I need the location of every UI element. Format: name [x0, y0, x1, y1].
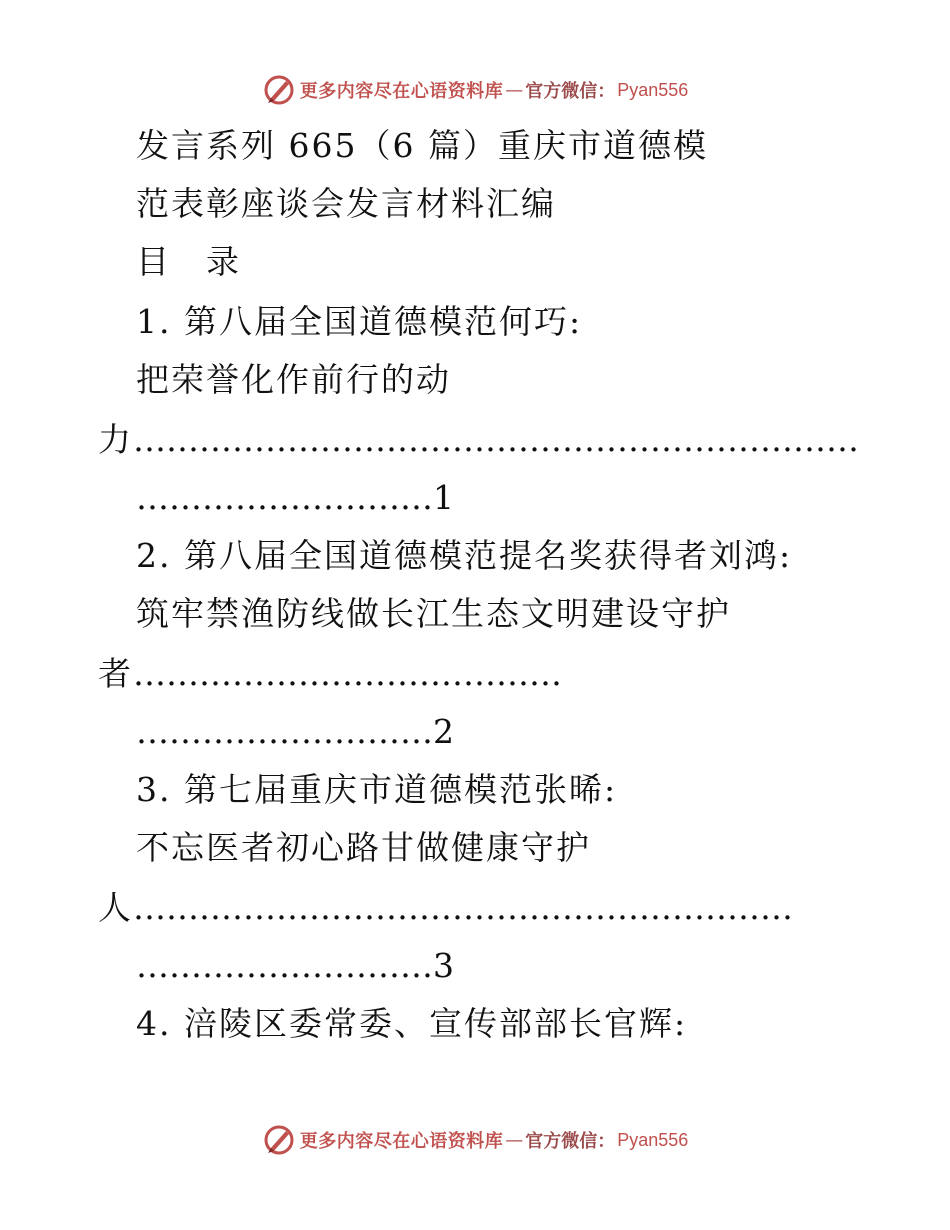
toc-entry-heading: 4. 涪陵区委常委、宣传部部长官辉:: [136, 1004, 688, 1043]
toc-entry-dots: ………………………: [136, 946, 433, 985]
toc-entry-lead-char: 者: [98, 654, 133, 693]
toc-entry-page-line: [136, 712, 456, 752]
pen-logo-icon: [262, 1123, 296, 1157]
toc-entry-dots: ………………………: [136, 478, 433, 517]
toc-entry-page-line: [136, 478, 456, 518]
toc-entry-page-line: [136, 946, 456, 986]
watermark-text: 更多内容尽在心语资料库: [299, 81, 504, 102]
toc-entry-heading: 2. 第八届全国道德模范提名奖获得者刘鸿:: [136, 536, 793, 575]
toc-entry-leader: [98, 420, 859, 460]
toc-entry-dots: ……………………………………………………: [133, 888, 793, 927]
toc-entry-heading: 3. 第七届重庆市道德模范张晞:: [136, 770, 618, 809]
toc-entry-lead-char: 人: [98, 888, 133, 927]
watermark-separator: —: [505, 79, 524, 101]
watermark-wechat-id: Pyan556: [617, 1129, 689, 1150]
watermark-banner-top: [0, 70, 950, 110]
toc-entry-heading: 1. 第八届全国道德模范何巧:: [136, 302, 583, 341]
toc-entry-lead-char: 力: [98, 420, 133, 459]
watermark-wechat-label: 官方微信：: [525, 1131, 616, 1152]
document-title-line-1: 发言系列 665（6 篇）重庆市道德模: [136, 126, 708, 165]
toc-entry-title: 不忘医者初心路甘做健康守护: [136, 828, 591, 867]
toc-entry-dots: …………………………………: [133, 654, 562, 693]
toc-entry-leader: [98, 888, 793, 928]
watermark-wechat-id: Pyan556: [617, 79, 689, 100]
toc-heading: 目 录: [136, 242, 241, 281]
toc-entry-title: 筑牢禁渔防线做长江生态文明建设守护: [136, 594, 731, 633]
toc-entry-page-number: 1: [433, 478, 456, 517]
toc-entry-title: 把荣誉化作前行的动: [136, 360, 451, 399]
toc-entry-dots: ………………………: [136, 712, 433, 751]
watermark-text: 更多内容尽在心语资料库: [299, 1131, 504, 1152]
watermark-banner-bottom: [0, 1120, 950, 1160]
toc-entry-page-number: 3: [433, 946, 456, 985]
toc-entry-dots: …………………………………………………………: [133, 420, 859, 459]
watermark-wechat-label: 官方微信：: [525, 81, 616, 102]
document-title-line-2: 范表彰座谈会发言材料汇编: [136, 184, 556, 223]
watermark-separator: —: [505, 1129, 524, 1151]
toc-entry-leader: [98, 654, 562, 694]
toc-entry-page-number: 2: [433, 712, 456, 751]
pen-logo-icon: [262, 73, 296, 107]
